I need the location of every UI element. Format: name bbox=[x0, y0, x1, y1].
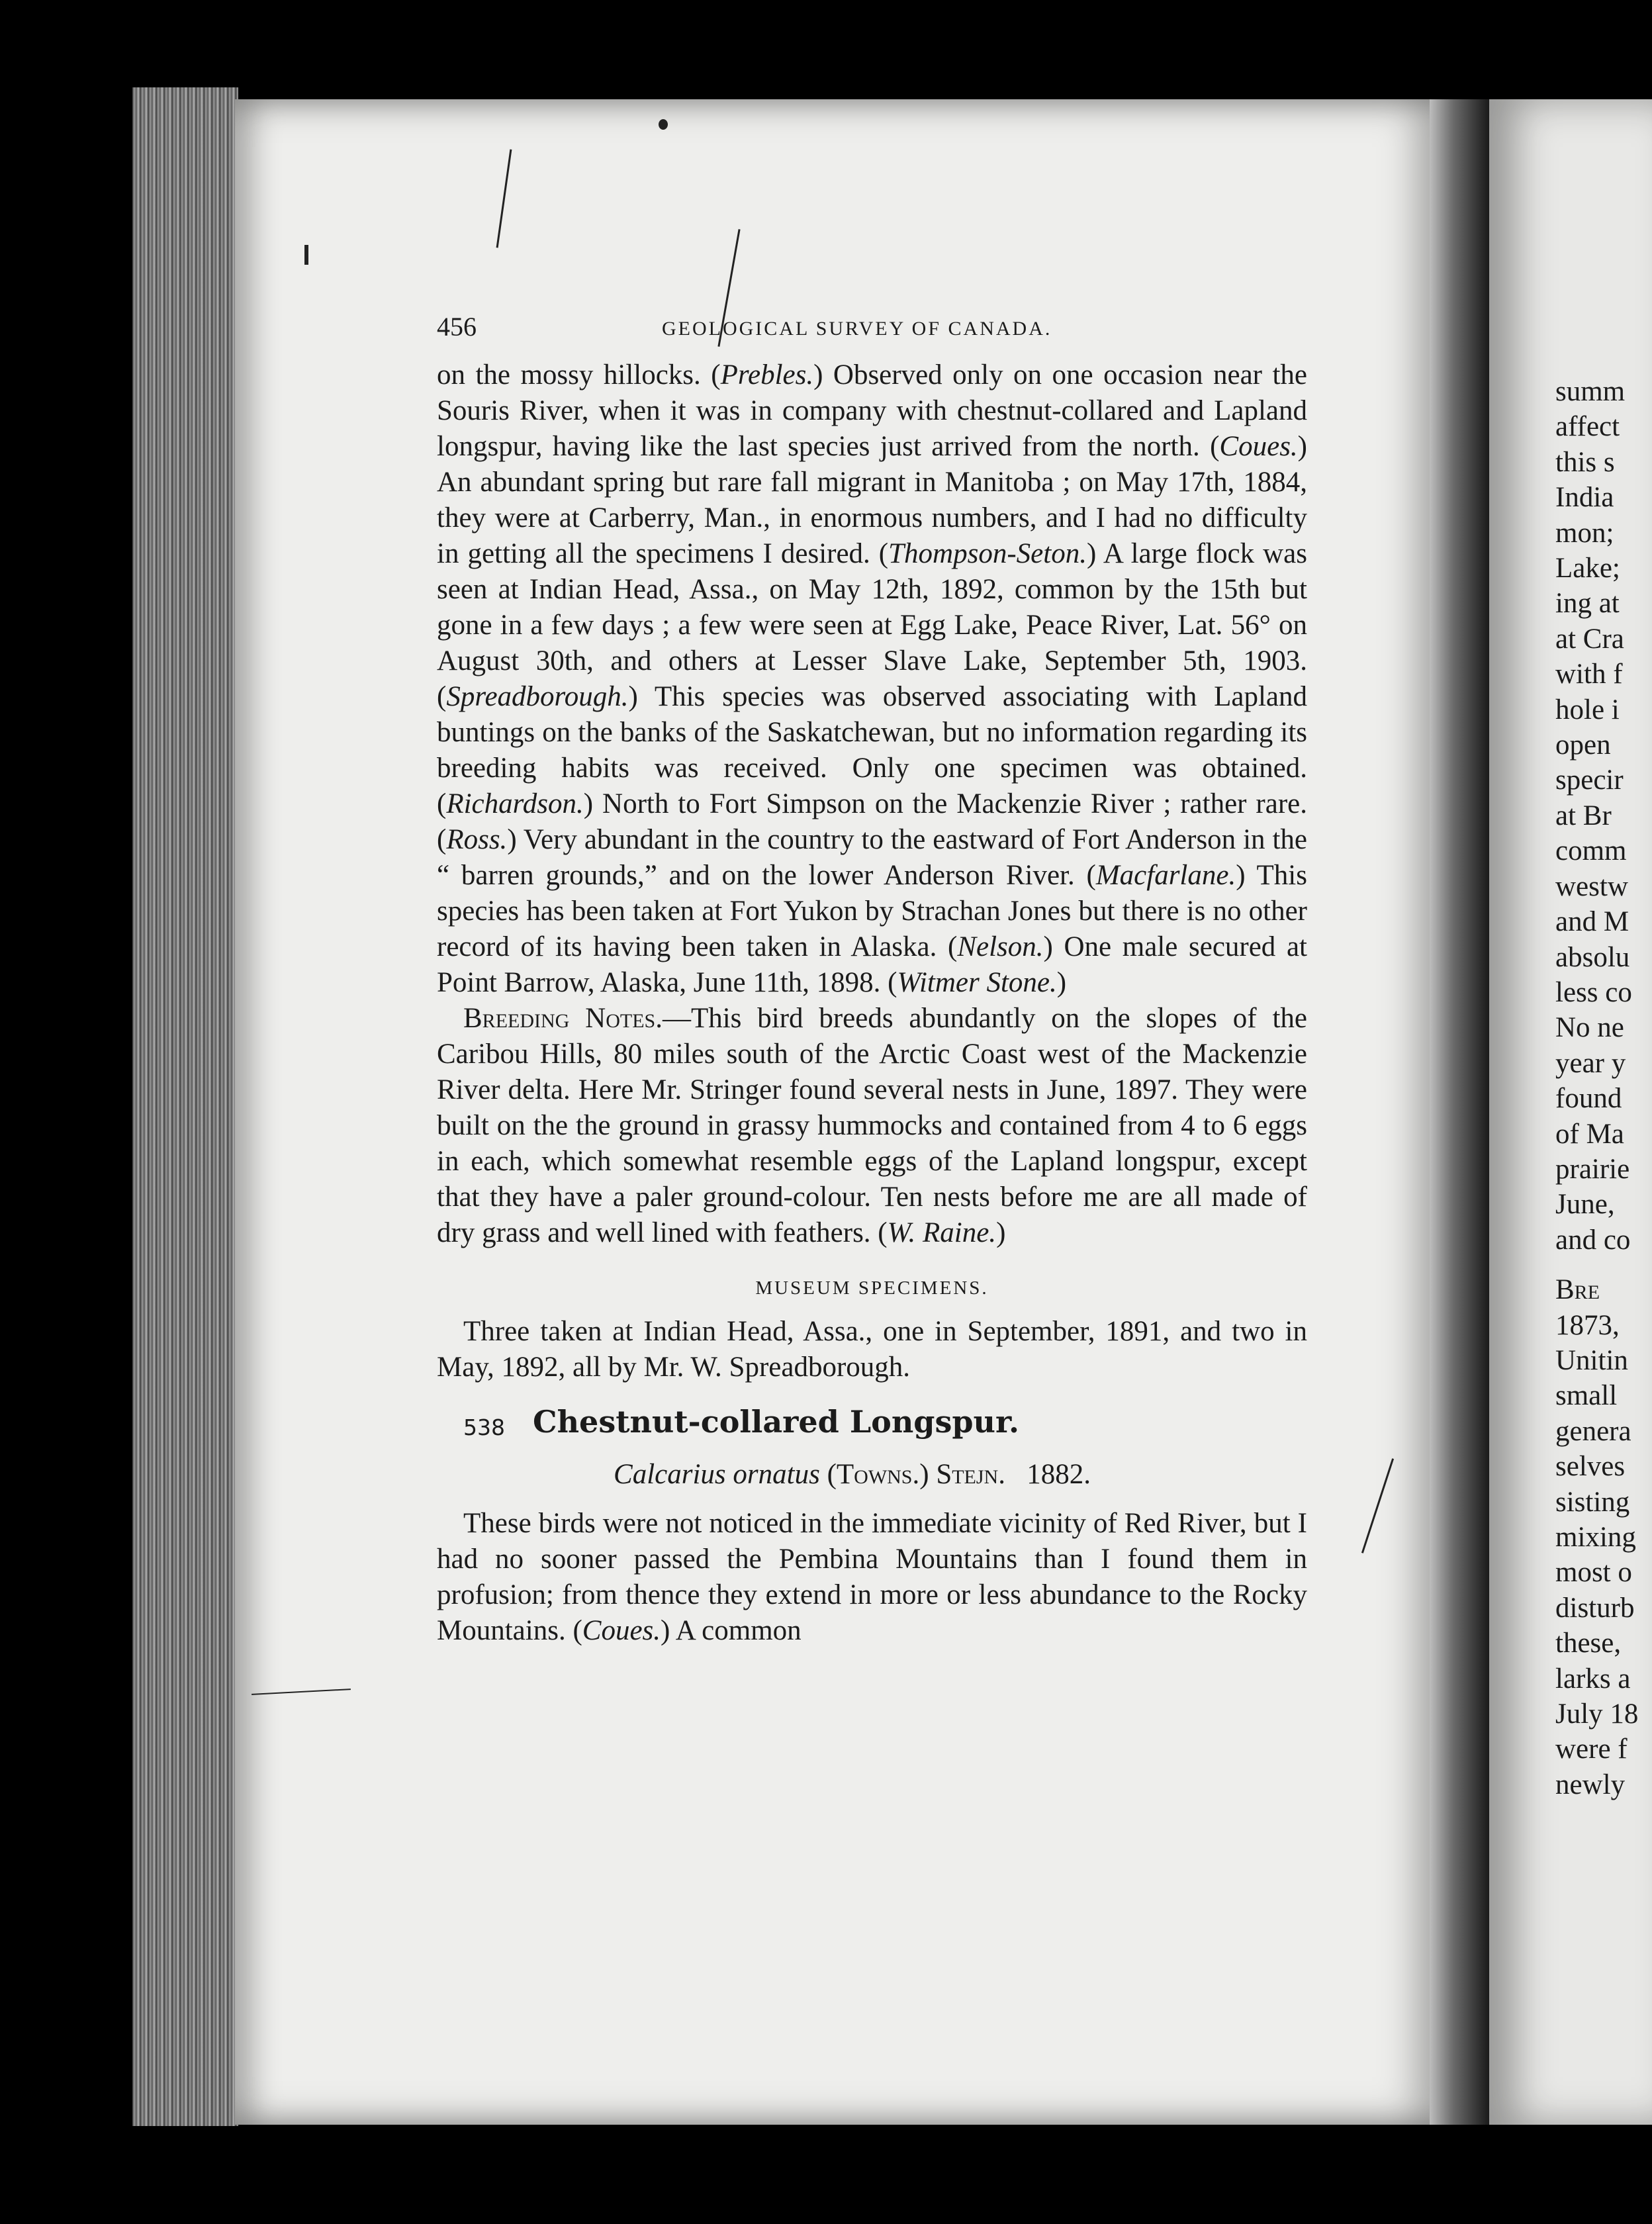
right-page-line: ing at bbox=[1555, 588, 1620, 620]
right-page-line: and M bbox=[1555, 906, 1629, 938]
right-page-line: and co bbox=[1555, 1224, 1631, 1256]
breeding-notes-text bbox=[437, 1003, 1307, 1248]
breeding-notes-label: Breeding Notes. bbox=[463, 1003, 663, 1034]
paragraph-text-run: ) This species was observed associating with Lapland buntings on the banks of the Saskatchewan, but no information regarding its breeding habits was received. Only one specimen was obtained. ( bbox=[437, 681, 1307, 819]
right-page-line: these, bbox=[1555, 1628, 1622, 1659]
right-page-line: summ bbox=[1555, 376, 1626, 407]
ink-mark bbox=[304, 245, 308, 265]
citation-author: Witmer Stone. bbox=[897, 967, 1057, 998]
right-page-line: less co bbox=[1555, 976, 1632, 1008]
right-page-line: larks a bbox=[1555, 1663, 1631, 1694]
paragraph-text-run: ) This species has been taken at Fort Yukon by Strachan Jones but there is no other record of its having been taken in Alaska. ( bbox=[437, 860, 1307, 962]
right-page-line: with f bbox=[1555, 659, 1623, 690]
right-page-line: absolu bbox=[1555, 941, 1630, 973]
paragraph-text-run: on the mossy hillocks. ( bbox=[437, 359, 721, 391]
paragraph-text-run: —This bird breeds abundantly on the slopes of the Caribou Hills, 80 miles south of the Arctic Coast west of the Mackenzie River delta. Here Mr. Stringer found several nests in June, 1897. They were built on the the ground in grassy hummocks and contained from 4 to 6 eggs in each, which somewhat resemble eggs of the Lapland longspur, except that they have a paler ground-colour. Ten nests before me are all made of dry grass and well lined with feathers. ( bbox=[437, 1003, 1307, 1248]
running-head: GEOLOGICAL SURVEY OF CANADA. bbox=[662, 318, 1052, 340]
right-page-line: India bbox=[1555, 482, 1614, 514]
section-heading-museum-specimens: MUSEUM SPECIMENS. bbox=[755, 1277, 989, 1299]
citation-author: Macfarlane. bbox=[1095, 860, 1236, 891]
paragraph-chestnut-collared bbox=[437, 1506, 1307, 1649]
right-page-line: Unitin bbox=[1555, 1344, 1628, 1376]
page-number: 456 bbox=[437, 312, 477, 342]
species-number: 538 bbox=[463, 1414, 505, 1440]
paragraph-breeding-notes bbox=[437, 1001, 1307, 1251]
citation-author: Coues. bbox=[1219, 431, 1298, 462]
right-page-line: at Br bbox=[1555, 800, 1612, 831]
citation-author: Spreadborough. bbox=[446, 681, 629, 712]
right-page-line: sisting bbox=[1555, 1486, 1630, 1518]
right-page-line: newly bbox=[1555, 1769, 1626, 1800]
paragraph-text-run: ) bbox=[996, 1217, 1006, 1248]
right-page-line: July 18 bbox=[1555, 1698, 1639, 1730]
right-page-line: small bbox=[1555, 1380, 1618, 1412]
scientific-name: Calcarius ornatus bbox=[614, 1459, 820, 1490]
paragraph-text-run: ) An abundant spring but rare fall migrant in Manitoba ; on May 17th, 1884, they were at Carberry, Man., in enormous numbers, and I had no difficulty in getting all the specimens I desired. ( bbox=[437, 431, 1307, 569]
paragraph-text-run: ) North to Fort Simpson on the Mackenzie River ; rather rare. ( bbox=[437, 788, 1307, 855]
right-page-line: mon; bbox=[1555, 517, 1614, 549]
citation-author: Ross. bbox=[446, 824, 508, 855]
right-page-line: of Ma bbox=[1555, 1118, 1624, 1150]
paragraph-museum-specimens: Three taken at Indian Head, Assa., one in September, 1891, and two in May, 1892, all by Mr. W. Spreadborough. bbox=[437, 1316, 1307, 1383]
right-page-line: found bbox=[1555, 1083, 1622, 1115]
book-gutter bbox=[1430, 99, 1489, 2125]
ink-mark bbox=[659, 119, 668, 130]
species-common-name: Chestnut-collared Longspur. bbox=[533, 1404, 1019, 1440]
right-page bbox=[1489, 99, 1652, 2125]
right-page-line: affect bbox=[1555, 411, 1620, 443]
right-page-text-fragments bbox=[1555, 374, 1652, 1802]
book-page-edges bbox=[132, 87, 238, 2126]
species-year: 1882. bbox=[1027, 1459, 1091, 1490]
right-page-line: were f bbox=[1555, 1734, 1628, 1765]
citation-author: Prebles. bbox=[720, 359, 814, 391]
paragraph-text-run: These birds were not noticed in the immediate vicinity of Red River, but I had no sooner passed the Pembina Mountains than I found them in profusion; from thence they extend in more or less abundance to the Rocky Mountains. ( bbox=[437, 1508, 1307, 1646]
right-page-line: Lake; bbox=[1555, 553, 1620, 584]
right-page-line: disturb bbox=[1555, 1592, 1635, 1624]
right-page-line: most o bbox=[1555, 1557, 1632, 1589]
right-page-line: westw bbox=[1555, 870, 1628, 902]
right-page-line: specir bbox=[1555, 764, 1624, 796]
right-page-line: Bre bbox=[1555, 1274, 1600, 1306]
right-page-line: comm bbox=[1555, 835, 1627, 867]
right-page-line: hole i bbox=[1555, 694, 1620, 725]
right-page-line: selves bbox=[1555, 1451, 1626, 1483]
paragraph-records bbox=[437, 357, 1307, 1001]
right-page-line: June, bbox=[1555, 1189, 1615, 1221]
text-column bbox=[437, 311, 1307, 1649]
paragraph-text-run: ) Observed only on one occasion near the Souris River, when it was in company with chestnut-collared and Lapland longspur, having like the last species just arrived from the north. ( bbox=[437, 359, 1307, 462]
paragraph-text-run: ) bbox=[1056, 967, 1067, 998]
right-page-line: mixing bbox=[1555, 1522, 1636, 1553]
citation-author: Coues. bbox=[582, 1615, 661, 1646]
citation-author: Richardson. bbox=[446, 788, 584, 819]
species-scientific-line bbox=[437, 1457, 1307, 1493]
citation-author: W. Raine. bbox=[887, 1217, 997, 1248]
paragraph-text-run: ) Very abundant in the country to the eastward of Fort Anderson in the “ barren grounds,” and on the lower Anderson River. ( bbox=[437, 824, 1307, 891]
citation-author: Nelson. bbox=[957, 931, 1044, 962]
citation-author: Thompson-Seton. bbox=[888, 538, 1087, 569]
paragraph-text-run: ) A large flock was seen at Indian Head, Assa., on May 12th, 1892, common by the 15th but gone in a few days ; a few were seen at Egg Lake, Peace River, Lat. 56° on August 30th, and others at Lesser Slave Lake, September 5th, 1903. ( bbox=[437, 538, 1308, 712]
paragraph-text-run: ) One male secured at Point Barrow, Alaska, June 11th, 1898. ( bbox=[437, 931, 1307, 998]
right-page-line: open bbox=[1555, 729, 1611, 761]
right-page-line: year y bbox=[1555, 1047, 1626, 1079]
right-page-line: genera bbox=[1555, 1415, 1631, 1447]
species-authority: (Towns.) Stejn. bbox=[827, 1459, 1005, 1490]
right-page-line: prairie bbox=[1555, 1153, 1630, 1185]
right-page-line: No ne bbox=[1555, 1012, 1624, 1044]
right-page-line: 1873, bbox=[1555, 1309, 1620, 1341]
right-page-line: this s bbox=[1555, 446, 1615, 478]
page-header bbox=[437, 311, 1307, 357]
paragraph-text-run: ) A common bbox=[661, 1615, 802, 1646]
species-heading bbox=[437, 1400, 1307, 1453]
right-page-line: at Cra bbox=[1555, 623, 1624, 655]
